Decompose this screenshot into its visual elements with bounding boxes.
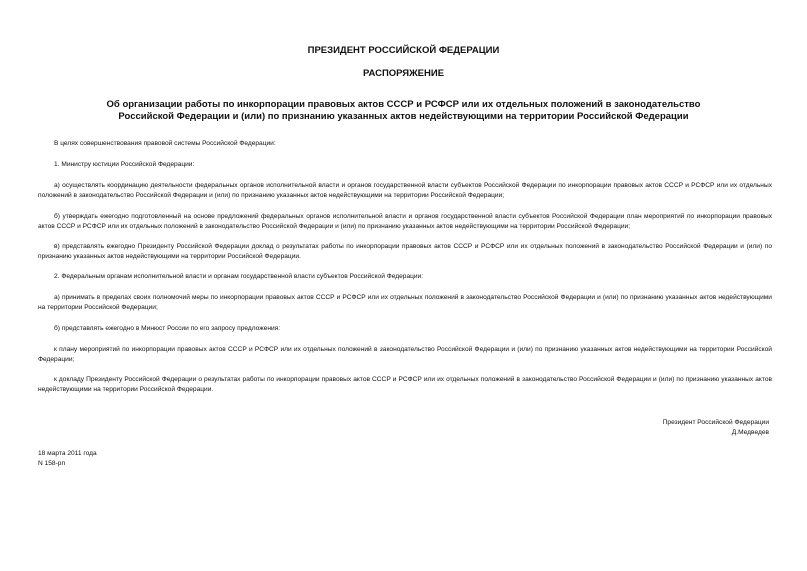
issuer-heading: ПРЕЗИДЕНТ РОССИЙСКОЙ ФЕДЕРАЦИИ — [307, 45, 500, 56]
clause-2b-report-paragraph: к докладу Президенту Российской Федерации о результатах работы по инкорпорации правовых актов СССР и РСФСР или их отдельных положений в законодательство Российской Федерации и (или) по признанию указанных актов недействующими на территории Российской Федерации. — [38, 376, 772, 393]
document-title-line-1: Об организации работы по инкорпорации правовых актов СССР и РСФСР или их отдельных положений в законодательство — [106, 99, 701, 110]
clause-2b-paragraph: б) представлять ежегодно в Минюст России по его запросу предложения: — [54, 325, 281, 332]
clause-2a-paragraph: а) принимать в пределах своих полномочий меры по инкорпорации правовых актов СССР и РСФСР или их отдельных положений в законодательство Российской Федерации и (или) по признанию указанных актов недействующими на территории Российской Федерации; — [38, 294, 772, 311]
preamble-paragraph: В целях совершенствования правовой системы Российской Федерации: — [54, 140, 276, 147]
signatory-position: Президент Российской Федерации — [662, 419, 769, 426]
clause-1a-paragraph: а) осуществлять координацию деятельности федеральных органов исполнительной власти и органов государственной власти субъектов Российской Федерации по инкорпорации правовых актов СССР и РСФСР или их отдельных положений в законодательство Российской Федерации и (или) по признанию указанных актов недействующими на территории Российской Федерации; — [38, 182, 772, 199]
clause-1c-paragraph: в) представлять ежегодно Президенту Российской Федерации доклад о результатах работы по инкорпорации правовых актов СССР и РСФСР или их отдельных положений в законодательство Российской Федерации и (или) по признанию указанных актов недействующими на территории Российской Федерации. — [38, 243, 772, 260]
document-type-heading: РАСПОРЯЖЕНИЕ — [362, 68, 445, 79]
clause-2b-plan-paragraph: к плану мероприятий по инкорпорации правовых актов СССР и РСФСР или их отдельных положений в законодательство Российской Федерации и (или) по признанию указанных актов недействующими на территории Российской Федерации; — [38, 346, 772, 363]
clause-2-heading: 2. Федеральным органам исполнительной власти и органам государственной власти субъектов Российской Федерации: — [54, 273, 424, 280]
clause-1-heading: 1. Министру юстиции Российской Федерации: — [54, 161, 195, 168]
signatory-name: Д.Медведев — [731, 429, 769, 436]
document-number: N 158-рп — [38, 460, 66, 467]
document-title-line-2: Российской Федерации и (или) по признанию указанных актов недействующими на территории Российской Федерации — [118, 111, 689, 122]
document-date: 18 марта 2011 года — [38, 450, 97, 457]
clause-1b-paragraph: б) утверждать ежегодно подготовленный на основе предложений федеральных органов исполнительной власти и органов государственной власти субъектов Российской Федерации план мероприятий по инкорпорации правовых актов СССР и РСФСР или их отдельных положений в законодательство Российской Федерации и (или) по признанию указанных актов недействующими на территории Российской Федерации; — [38, 213, 772, 230]
